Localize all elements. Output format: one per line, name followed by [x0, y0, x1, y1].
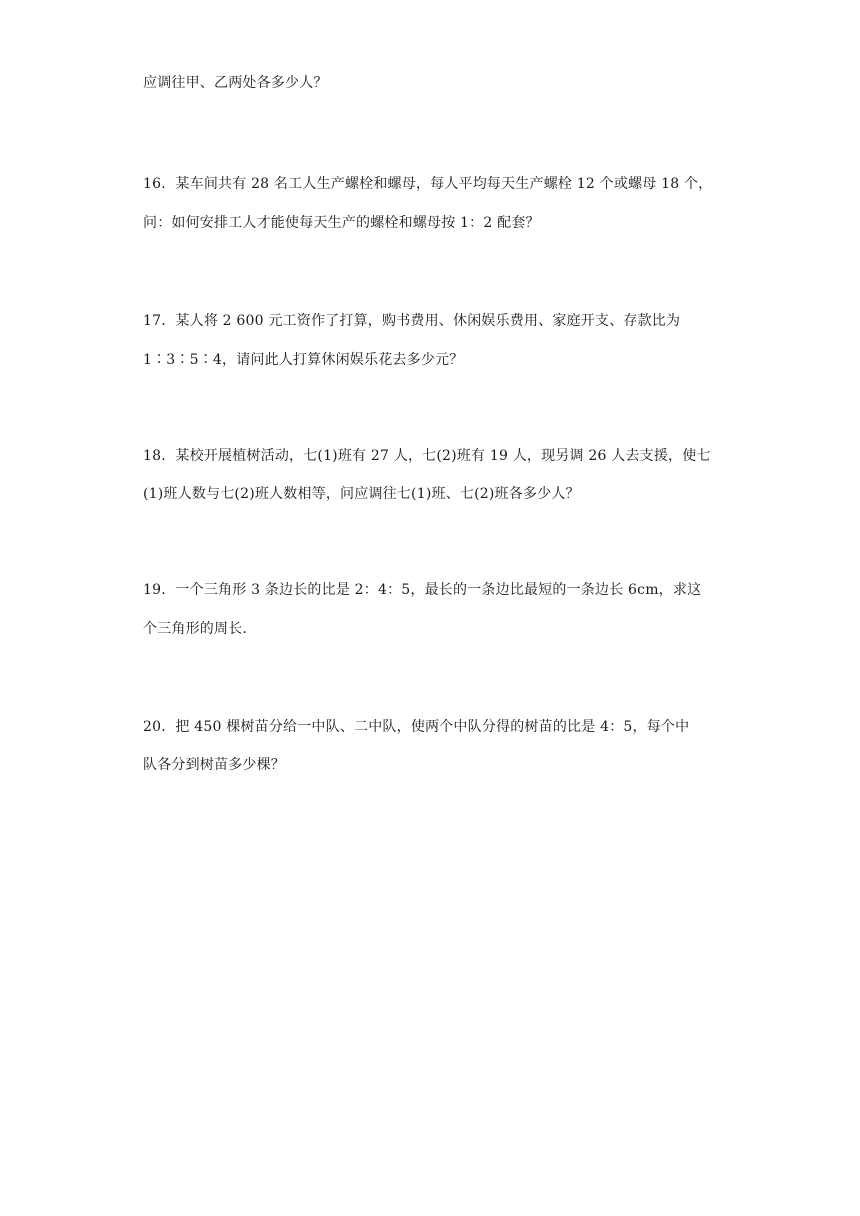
problem-20-line-2: 队各分到树苗多少棵？: [143, 757, 285, 773]
problem-17-line-1: 17．某人将 2 600 元工资作了打算，购书费用、休闲娱乐费用、家庭开支、存款比为: [143, 313, 681, 329]
problem-19-line-2: 个三角形的周长.: [143, 621, 248, 637]
problem-20-line-1: 20．把 450 棵树苗分给一中队、二中队，使两个中队分得的树苗的比是 4：5，每个中: [143, 719, 690, 735]
problem-18-line-2: (1)班人数与七(2)班人数相等，问应调往七(1)班、七(2)班各多少人？: [143, 486, 580, 502]
problem-18-line-1: 18．某校开展植树活动，七(1)班有 27 人，七(2)班有 19 人，现另调 26 人去支援，使七: [143, 448, 711, 464]
problem-19-line-1: 19．一个三角形 3 条边长的比是 2：4：5，最长的一条边比最短的一条边长 6cm，求这: [143, 582, 702, 598]
problem-17-line-2: 1∶3∶5∶4，请问此人打算休闲娱乐花去多少元？: [143, 352, 464, 368]
problem-16-line-2: 问：如何安排工人才能使每天生产的螺栓和螺母按 1：2 配套？: [143, 215, 540, 231]
problem-16-line-1: 16．某车间共有 28 名工人生产螺栓和螺母，每人平均每天生产螺栓 12 个或螺母 18 个，: [143, 176, 713, 192]
problem-15-continuation-line-1: 应调往甲、乙两处各多少人？: [143, 75, 328, 91]
